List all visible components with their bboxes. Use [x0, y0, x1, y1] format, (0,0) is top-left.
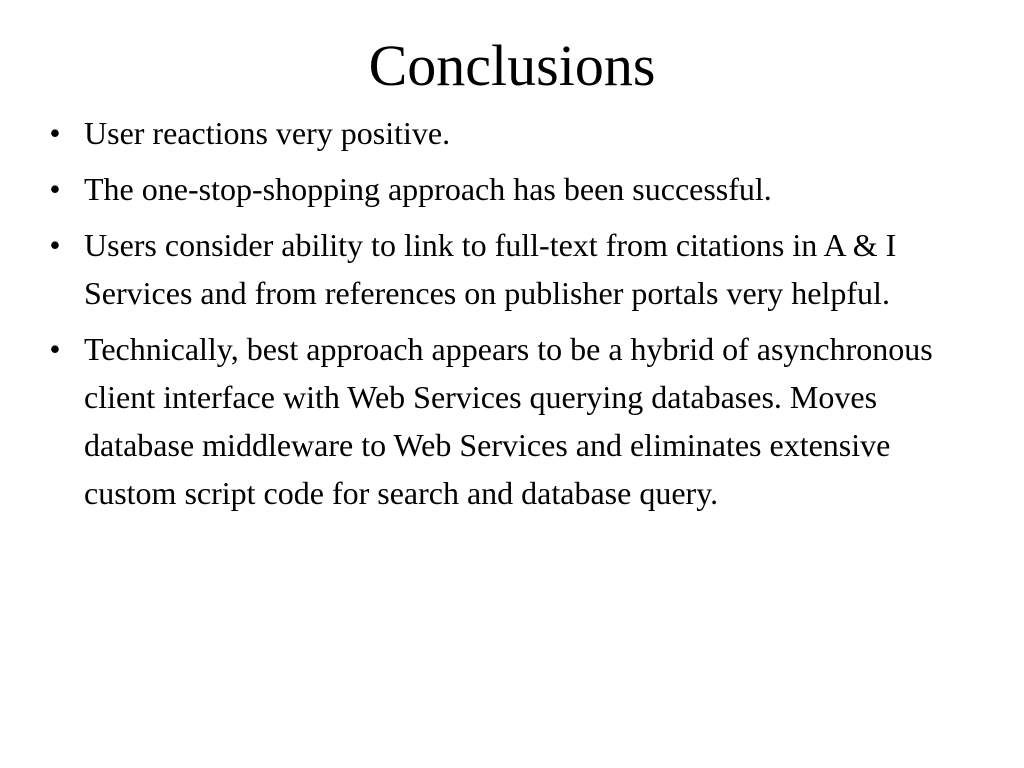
- bullet-text: Users consider ability to link to full-text from citations in A & I Services and from references on publisher portals very helpful.: [84, 227, 897, 311]
- bullet-icon: •: [49, 115, 61, 151]
- bullet-text: Technically, best approach appears to be a hybrid of asynchronous client interface with Web Services querying databases. Moves database middleware to Web Services and eliminates extensive custom script code for search and database query.: [84, 331, 933, 511]
- bullet-icon: •: [49, 171, 61, 207]
- slide-title: Conclusions: [368, 33, 656, 98]
- bullet-icon: •: [49, 227, 61, 263]
- bullet-item: [40, 221, 990, 317]
- bullet-item: [40, 325, 990, 517]
- bullet-item: [40, 165, 990, 213]
- bullet-item: [40, 109, 990, 157]
- bullet-icon: •: [49, 331, 61, 367]
- bullet-list: [40, 109, 990, 525]
- bullet-text: User reactions very positive.: [84, 115, 451, 151]
- bullet-text: The one-stop-shopping approach has been successful.: [84, 171, 772, 207]
